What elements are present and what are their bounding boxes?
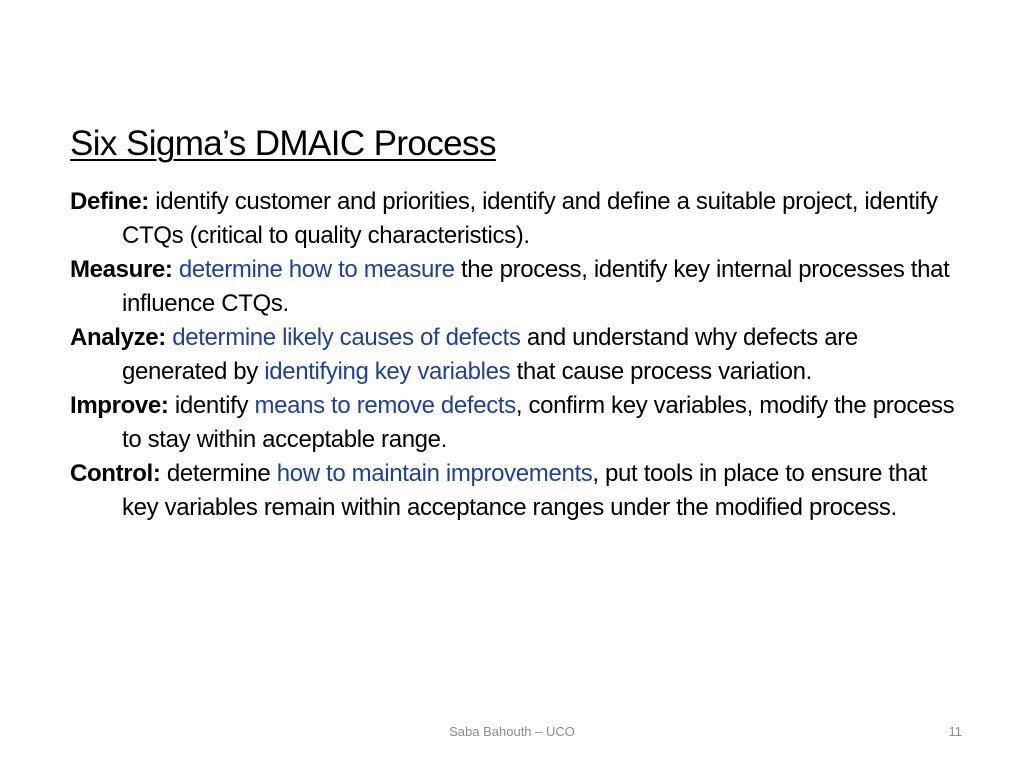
dmaic-item-measure [70, 253, 960, 321]
dmaic-item-analyze [70, 321, 960, 389]
item-text: the process, identify key internal processes that influence CTQs. [122, 256, 950, 317]
footer-author: Saba Bahouth – UCO [449, 724, 575, 739]
item-text: identify [168, 392, 255, 419]
term-label: Define: [70, 188, 149, 215]
slide-body [70, 185, 960, 525]
term-label: Measure: [70, 256, 173, 283]
highlighted-text: determine how to measure [178, 256, 455, 283]
page-number: 11 [948, 724, 962, 739]
highlighted-text: identifying key variables [264, 358, 511, 385]
item-text: identify customer and priorities, identify and define a suitable project, identify CTQs (critical to quality characteristics). [122, 188, 938, 249]
item-text: and understand why defects are generated by [122, 324, 858, 385]
item-text: , confirm key variables, modify the process to stay within acceptable range. [122, 392, 955, 453]
term-label: Control: [70, 460, 161, 487]
highlighted-text: means to remove defects [254, 392, 516, 419]
item-text: that cause process variation. [510, 358, 812, 385]
item-text: determine [160, 460, 277, 487]
term-label: Improve: [70, 392, 169, 419]
highlighted-text: how to maintain improvements [276, 460, 593, 487]
highlighted-text: determine likely causes of defects [172, 324, 521, 351]
item-text: , put tools in place to ensure that key variables remain within acceptance ranges under the modified process. [122, 460, 928, 521]
dmaic-item-improve [70, 389, 960, 457]
slide-title: Six Sigma’s DMAIC Process [70, 124, 496, 163]
dmaic-item-define [70, 185, 960, 253]
term-label: Analyze: [70, 324, 166, 351]
dmaic-item-control [70, 457, 960, 525]
